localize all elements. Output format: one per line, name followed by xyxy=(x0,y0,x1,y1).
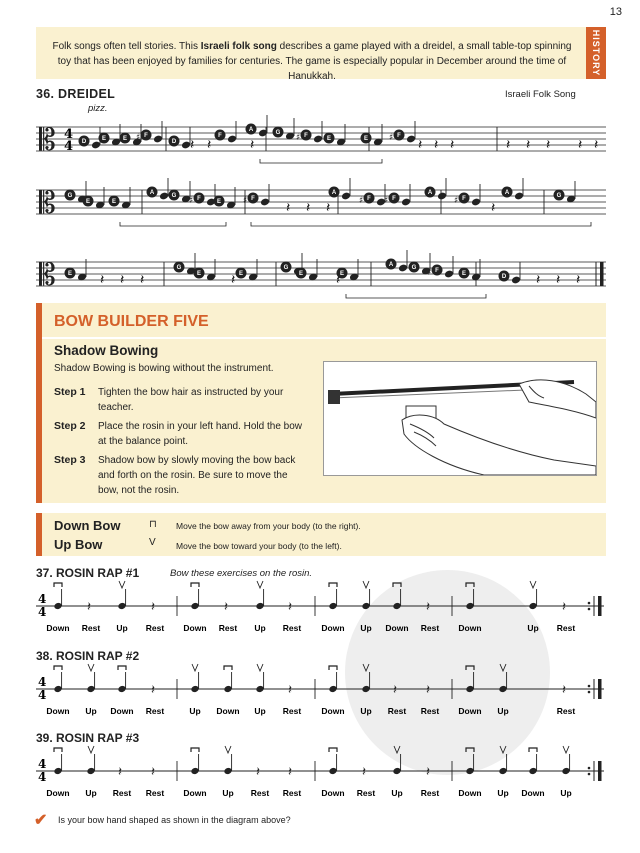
checklist-question: Is your bow hand shaped as shown in the diagram above? xyxy=(58,815,291,825)
sharp-icon: ♯ xyxy=(136,133,141,143)
step-2: Step 2 Place the rosin in your left hand. Hold the bow at the balance point. xyxy=(54,420,303,447)
rest-icon: 𝄽 xyxy=(224,600,228,615)
sharp-icon: ♯ xyxy=(389,133,394,143)
down-bow-desc: Move the bow away from your body (to the right). xyxy=(176,521,361,531)
down-bow-icon xyxy=(329,666,337,670)
count-label: Rest xyxy=(145,788,165,798)
notehead xyxy=(91,141,101,150)
rest-icon: 𝄽 xyxy=(288,765,292,780)
down-bow-icon xyxy=(466,748,474,752)
rest-icon: 𝄽 xyxy=(562,683,566,698)
up-bow-label: Up Bow xyxy=(54,537,103,552)
down-bow-icon xyxy=(54,666,62,670)
slur-bracket xyxy=(251,222,591,226)
down-bow-label: Down Bow xyxy=(54,518,121,533)
rest-icon: 𝄽 xyxy=(434,137,439,153)
count-label: Up xyxy=(360,706,372,716)
count-label: Up xyxy=(85,706,97,716)
rest-icon: 𝄽 xyxy=(393,683,397,698)
rhythm-staff-39 xyxy=(36,745,606,805)
up-bow-icon xyxy=(500,746,506,753)
step-3: Step 3 Shadow bow by slowly moving the bow back and forth on the rosin. Be sure to move the bow, not the rosin. xyxy=(54,454,296,496)
rest-icon: 𝄽 xyxy=(426,683,430,698)
count-label: Up xyxy=(85,788,97,798)
rest-icon: 𝄽 xyxy=(336,272,341,288)
up-bow-icon xyxy=(394,746,400,753)
note-name: F xyxy=(392,196,396,203)
up-bow-icon xyxy=(192,664,198,671)
final-barline xyxy=(598,596,602,616)
note-name: F xyxy=(251,196,255,203)
note-name: F xyxy=(435,268,439,275)
repeat-dot xyxy=(588,602,591,605)
count-label: Down xyxy=(183,623,207,633)
note-name: G xyxy=(171,193,177,200)
page-number: 13 xyxy=(609,6,622,18)
up-bow-icon xyxy=(500,664,506,671)
count-label: Rest xyxy=(145,623,165,633)
final-barline xyxy=(600,262,604,286)
count-label: Up xyxy=(527,623,539,633)
up-bow-icon xyxy=(119,581,125,588)
up-bow-icon xyxy=(530,581,536,588)
bow-builder-title: BOW BUILDER FIVE xyxy=(54,313,209,330)
history-tab: HISTORY xyxy=(586,27,606,79)
rest-icon: 𝄽 xyxy=(326,200,331,216)
down-bow-icon xyxy=(466,583,474,587)
staff-line-1 xyxy=(36,115,606,175)
count-label: Rest xyxy=(282,623,302,633)
count-label: Up xyxy=(116,623,128,633)
time-sig: 4 xyxy=(38,770,47,784)
note-name: G xyxy=(411,265,417,272)
rest-icon: 𝄽 xyxy=(190,137,195,153)
shadow-bowing-illustration xyxy=(323,361,597,476)
count-label: Rest xyxy=(356,788,376,798)
checkmark-icon: ✔ xyxy=(34,812,48,829)
notehead xyxy=(406,135,416,144)
down-bow-icon xyxy=(191,748,199,752)
note-name: F xyxy=(197,196,201,203)
history-text: Folk songs often tell stories. This Israeli folk song describes a game played with a dreidel, a small table-top spinning toy that has been enjoyed by families for centuries. The game is especially popular in December around the time of Hanukkah. xyxy=(52,41,572,82)
exercise-38-title: 38. ROSIN RAP #2 xyxy=(36,649,140,663)
count-label: Down xyxy=(183,788,207,798)
notehead xyxy=(511,276,521,285)
sharp-icon: ♯ xyxy=(189,196,194,206)
sharp-icon: ♯ xyxy=(359,196,364,206)
rest-icon: 𝄽 xyxy=(576,272,581,288)
note-name: F xyxy=(218,133,222,140)
count-label: Rest xyxy=(218,623,238,633)
notehead xyxy=(153,135,163,144)
count-label: Rest xyxy=(145,706,165,716)
note-name: D xyxy=(81,139,87,146)
notehead xyxy=(227,135,237,144)
note-name: E xyxy=(298,271,304,278)
down-bow-icon xyxy=(329,583,337,587)
count-label: Down xyxy=(321,706,345,716)
count-label: Rest xyxy=(420,788,440,798)
note-name: A xyxy=(504,190,510,197)
repeat-dot xyxy=(588,767,591,770)
sharp-icon: ♯ xyxy=(454,196,459,206)
note-name: F xyxy=(144,133,148,140)
count-label: Up xyxy=(254,706,266,716)
count-label: Rest xyxy=(387,706,407,716)
note-name: E xyxy=(339,271,345,278)
note-name: A xyxy=(331,190,337,197)
note-name: D xyxy=(501,274,507,281)
sharp-icon: ♯ xyxy=(296,133,301,143)
time-sig: 4 xyxy=(64,127,74,142)
rest-icon: 𝄽 xyxy=(288,683,292,698)
rhythm-staff-37 xyxy=(36,580,606,640)
count-label: Rest xyxy=(282,706,302,716)
exercise-39-title: 39. ROSIN RAP #3 xyxy=(36,731,140,745)
note-name: E xyxy=(122,136,128,143)
bowing-legend xyxy=(36,513,606,556)
time-sig: 4 xyxy=(64,139,74,154)
notehead xyxy=(341,192,351,201)
rest-icon: 𝄽 xyxy=(362,765,366,780)
note-name: E xyxy=(196,271,202,278)
count-label: Rest xyxy=(112,788,132,798)
repeat-dot xyxy=(588,773,591,776)
note-name: E xyxy=(363,136,369,143)
rest-icon: 𝄽 xyxy=(100,272,105,288)
count-label: Up xyxy=(189,706,201,716)
rest-icon: 𝄽 xyxy=(288,600,292,615)
notehead xyxy=(398,264,408,273)
notehead xyxy=(260,198,270,207)
note-name: G xyxy=(556,193,562,200)
notehead xyxy=(514,192,524,201)
time-sig: 4 xyxy=(38,675,47,689)
rest-icon: 𝄽 xyxy=(120,272,125,288)
count-label: Down xyxy=(46,788,70,798)
count-label: Down xyxy=(216,706,240,716)
final-barline xyxy=(598,761,602,781)
slur-bracket xyxy=(120,222,226,226)
slur-bracket xyxy=(346,294,486,298)
rest-icon: 𝄽 xyxy=(426,600,430,615)
up-bow-icon xyxy=(563,746,569,753)
note-name: G xyxy=(67,193,73,200)
staff-line-3 xyxy=(36,250,606,310)
note-name: D xyxy=(171,139,177,146)
rest-icon: 𝄽 xyxy=(207,137,212,153)
time-sig: 4 xyxy=(38,592,47,606)
count-label: Rest xyxy=(420,623,440,633)
down-bow-icon xyxy=(118,666,126,670)
count-label: Up xyxy=(222,788,234,798)
up-bow-icon xyxy=(88,746,94,753)
slur-bracket xyxy=(260,159,382,163)
note-name: E xyxy=(67,271,73,278)
note-name: A xyxy=(248,127,254,134)
note-name: G xyxy=(275,130,281,137)
count-label: Rest xyxy=(81,623,101,633)
notehead xyxy=(437,192,447,201)
count-label: Down xyxy=(458,788,482,798)
time-sig: 4 xyxy=(38,688,47,702)
note-name: E xyxy=(101,136,107,143)
note-name: G xyxy=(283,265,289,272)
count-label: Rest xyxy=(556,623,576,633)
count-label: Rest xyxy=(250,788,270,798)
count-label: Rest xyxy=(282,788,302,798)
down-bow-icon xyxy=(54,748,62,752)
count-label: Down xyxy=(110,706,134,716)
rest-icon: 𝄽 xyxy=(140,272,145,288)
up-bow-icon xyxy=(257,664,263,671)
rest-icon: 𝄽 xyxy=(418,137,423,153)
rest-icon: 𝄽 xyxy=(556,272,561,288)
composer-credit: Israeli Folk Song xyxy=(505,89,576,100)
note-name: G xyxy=(176,265,182,272)
note-name: E xyxy=(326,136,332,143)
up-bow-icon xyxy=(257,581,263,588)
rhythm-staff-38 xyxy=(36,663,606,723)
rest-icon: 𝄽 xyxy=(536,272,541,288)
rest-icon: 𝄽 xyxy=(506,137,511,153)
rest-icon: 𝄽 xyxy=(526,137,531,153)
count-label: Up xyxy=(254,623,266,633)
note-name: E xyxy=(111,199,117,206)
exercise-36-title: 36. DREIDEL xyxy=(36,87,116,101)
sharp-icon: ♯ xyxy=(384,196,389,206)
up-bow-icon xyxy=(363,581,369,588)
rest-icon: 𝄽 xyxy=(250,137,255,153)
exercise-37-title: 37. ROSIN RAP #1 xyxy=(36,566,140,580)
exercise-37-subtitle: Bow these exercises on the rosin. xyxy=(170,568,313,579)
down-bow-icon xyxy=(529,748,537,752)
sharp-icon: ♯ xyxy=(427,268,432,278)
count-label: Down xyxy=(46,623,70,633)
note-name: F xyxy=(462,196,466,203)
count-label: Down xyxy=(521,788,545,798)
count-label: Rest xyxy=(556,706,576,716)
note-name: A xyxy=(388,262,394,269)
up-bow-desc: Move the bow toward your body (to the left). xyxy=(176,541,342,551)
rest-icon: 𝄽 xyxy=(562,600,566,615)
staff-line-2 xyxy=(36,178,606,238)
notehead xyxy=(258,129,268,138)
down-bow-icon xyxy=(393,583,401,587)
history-box xyxy=(36,27,606,82)
up-bow-icon xyxy=(225,746,231,753)
step-1: Step 1 Tighten the bow hair as instructed by your teacher. xyxy=(54,386,284,413)
note-name: F xyxy=(397,133,401,140)
note-name: A xyxy=(149,190,155,197)
rest-icon: 𝄽 xyxy=(151,683,155,698)
shadow-bowing-heading: Shadow Bowing xyxy=(54,343,159,358)
time-sig: 4 xyxy=(38,605,47,619)
repeat-dot xyxy=(588,691,591,694)
time-sig: 4 xyxy=(38,757,47,771)
up-bow-icon xyxy=(363,664,369,671)
down-bow-icon xyxy=(329,748,337,752)
rest-icon: 𝄽 xyxy=(491,200,496,216)
count-label: Down xyxy=(385,623,409,633)
count-label: Down xyxy=(321,788,345,798)
notehead xyxy=(159,192,169,201)
note-name: E xyxy=(216,199,222,206)
sharp-icon: ♯ xyxy=(243,196,248,206)
note-name: E xyxy=(461,271,467,278)
notehead xyxy=(401,198,411,207)
rest-icon: 𝄽 xyxy=(426,765,430,780)
rest-icon: 𝄽 xyxy=(306,200,311,216)
count-label: Up xyxy=(391,788,403,798)
accent-bar xyxy=(36,513,42,556)
divider xyxy=(42,337,606,339)
repeat-dot xyxy=(588,608,591,611)
down-bow-icon xyxy=(466,666,474,670)
note-name: F xyxy=(367,196,371,203)
notehead xyxy=(313,135,323,144)
down-bow-icon xyxy=(224,666,232,670)
up-bow-icon xyxy=(88,664,94,671)
rest-icon: 𝄽 xyxy=(256,765,260,780)
notehead xyxy=(444,270,454,279)
rest-icon: 𝄽 xyxy=(118,765,122,780)
bow-builder-panel xyxy=(36,303,606,503)
note-name: A xyxy=(427,190,433,197)
repeat-dot xyxy=(588,685,591,688)
rest-icon: 𝄽 xyxy=(546,137,551,153)
down-bow-icon xyxy=(54,583,62,587)
count-label: Down xyxy=(458,706,482,716)
rest-icon: 𝄽 xyxy=(450,137,455,153)
down-bow-icon: ⊓ xyxy=(149,519,157,530)
pizz-marking: pizz. xyxy=(88,103,108,114)
rest-icon: 𝄽 xyxy=(578,137,583,153)
down-bow-icon xyxy=(191,583,199,587)
notehead xyxy=(471,198,481,207)
count-label: Up xyxy=(497,706,509,716)
clef-icon: 𝄡 xyxy=(39,123,56,158)
rest-icon: 𝄽 xyxy=(594,137,599,153)
count-label: Down xyxy=(458,623,482,633)
note-name: E xyxy=(85,199,91,206)
rest-icon: 𝄽 xyxy=(87,600,91,615)
rest-icon: 𝄽 xyxy=(151,600,155,615)
count-label: Down xyxy=(321,623,345,633)
final-barline xyxy=(598,679,602,699)
up-bow-icon: V xyxy=(149,537,156,548)
rest-icon: 𝄽 xyxy=(231,272,236,288)
count-label: Rest xyxy=(420,706,440,716)
clef-icon: 𝄡 xyxy=(39,258,56,293)
accent-bar xyxy=(36,303,42,503)
count-label: Down xyxy=(46,706,70,716)
note-name: E xyxy=(238,271,244,278)
rest-icon: 𝄽 xyxy=(151,765,155,780)
shadow-bowing-desc: Shadow Bowing is bowing without the instrument. xyxy=(54,363,274,374)
clef-icon: 𝄡 xyxy=(39,186,56,221)
note-name: F xyxy=(304,133,308,140)
count-label: Up xyxy=(497,788,509,798)
count-label: Up xyxy=(560,788,572,798)
rest-icon: 𝄽 xyxy=(286,200,291,216)
count-label: Up xyxy=(360,623,372,633)
